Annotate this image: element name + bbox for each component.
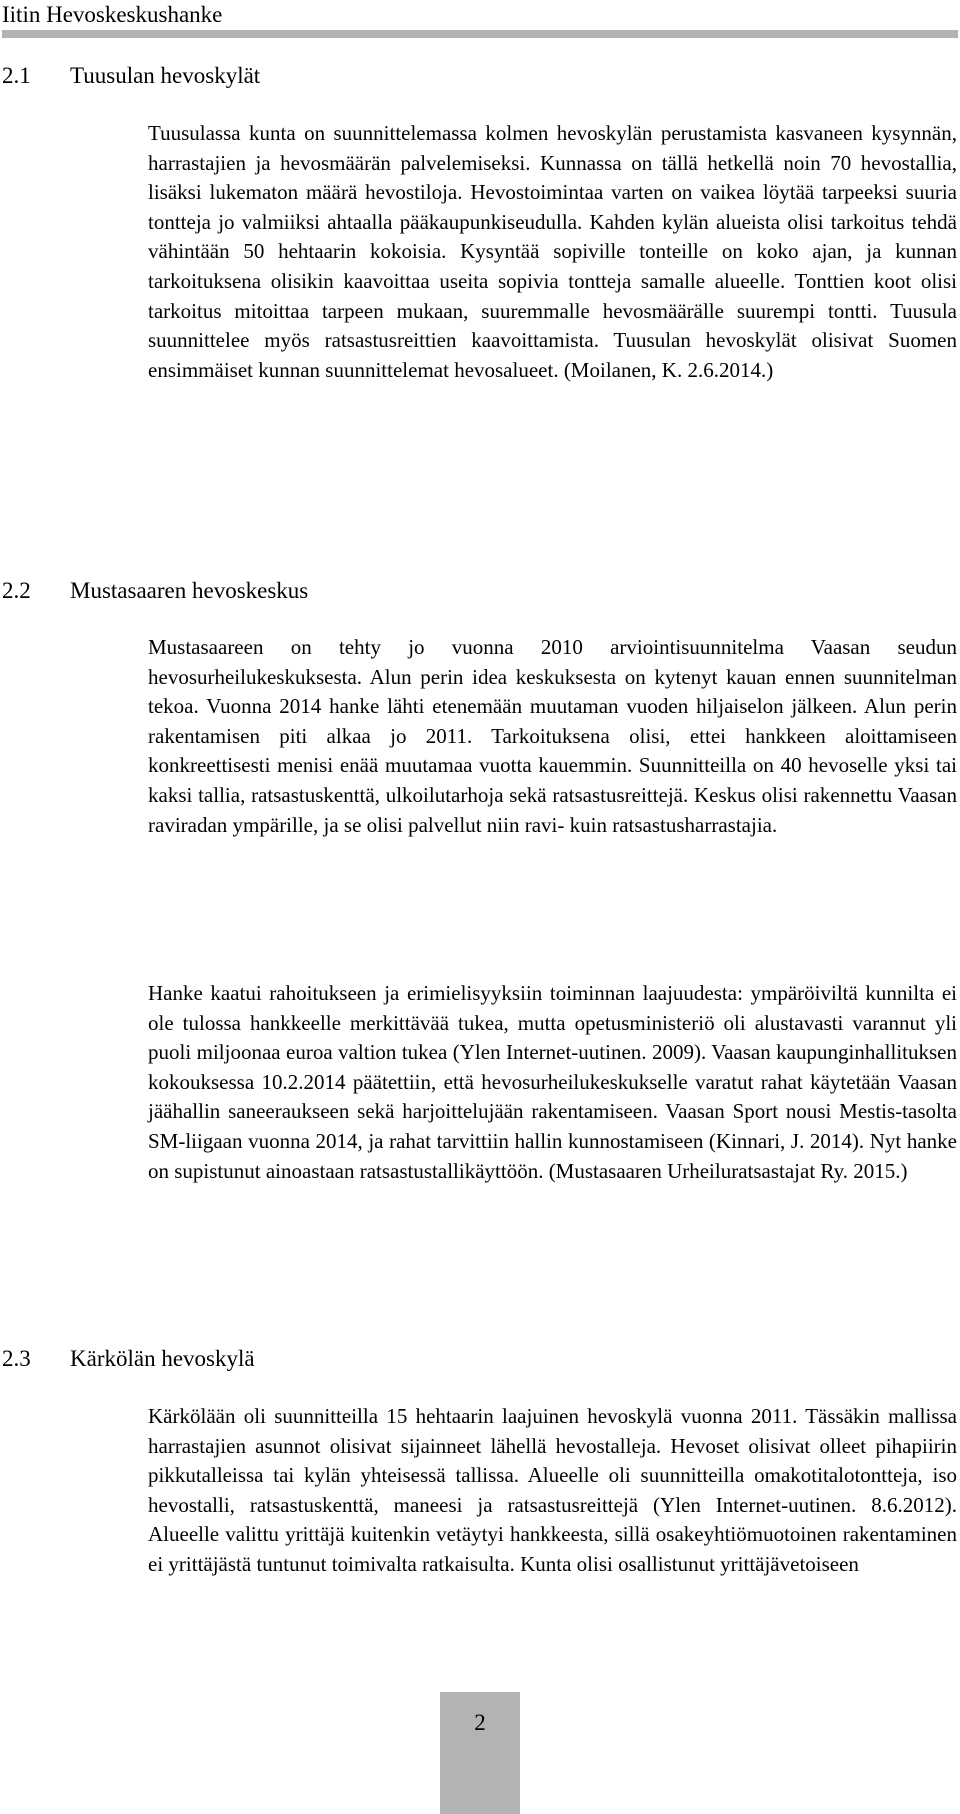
section-title: Kärkölän hevoskylä <box>70 1346 255 1371</box>
section-2-3-paragraph-1: Kärkölään oli suunnitteilla 15 hehtaarin laajuinen hevoskylä vuonna 2011. Tässäkin mallissa harrastajien asunnot olisivat sijainneet lähellä hevostalleja. Hevoset olisivat olleet pihapiirin pikkutalleissa tai kylän yhteisessä tallissa. Alueelle oli suunnitteilla omakotitalotontteja, iso hevostalli, ratsastuskenttä, maneesi ja ratsastusreittejä (Ylen Internet-uutinen. 8.6.2012). Alueelle valittu yrittäjä kuitenkin vetäytyi hankkeesta, sillä osakeyhtiömuotoinen rakentaminen ei yrittäjästä tuntunut toimivalta ratkaisulta. Kunta olisi osallistunut yrittäjävetoiseen <box>148 1404 957 1576</box>
section-number: 2.3 <box>2 1346 31 1371</box>
section-2-2-paragraph-1: Mustasaareen on tehty jo vuonna 2010 arviointisuunnitelma Vaasan seudun hevosurheilukeskuksesta. Alun perin idea keskuksesta on kytenyt kauan ennen suunnitelman tekoa. Vuonna 2014 hanke lähti etenemään muutaman vuoden hiljaiselon jälkeen. Alun perin rakentamisen piti alkaa jo 2011. Tarkoituksena olisi, ettei hankkeen aloittamiseen konkreettisesti menisi enää muutamaa vuotta kauemmin. Suunnitteilla on 40 hevoselle yksi tai kaksi tallia, ratsastuskenttä, ulkoilutarhoja sekä ratsastusreittejä. Keskus olisi rakennettu Vaasan raviradan ympärille, ja se olisi palvellut niin ravi- kuin ratsastusharrastajia. <box>148 635 957 837</box>
header-rule <box>2 30 958 38</box>
section-title: Mustasaaren hevoskeskus <box>70 578 309 603</box>
section-heading-2-1 <box>2 61 260 91</box>
page-number-box <box>440 1692 520 1814</box>
section-2-2-paragraph-2: Hanke kaatui rahoitukseen ja erimielisyyksiin toiminnan laajuudesta: ympäröiviltä kunnilta ei ole tulossa hankkeelle merkittävää tukea, mutta opetusministeriö oli alustavasti varannut yli puoli miljoonaa euroa valtion tukea (Ylen Internet-uutinen. 2009). Vaasan kaupunginhallituksen kokouksessa 10.2.2014 päätettiin, että hevosurheilukeskukselle varatut rahat käytetään Vaasan jäähallin saneeraukseen sekä harjoittelujään rakentamiseen. Vaasan Sport nousi Mestis-tasolta SM-liigaan vuonna 2014, ja rahat tarvittiin hallin kunnostamiseen (Kinnari, J. 2014). Nyt hanke on supistunut ainoastaan ratsastustallikäyttöön. (Mustasaaren Urheiluratsastajat Ry. 2015.) <box>148 981 957 1183</box>
running-header-title: Iitin Hevoskeskushanke <box>2 2 223 27</box>
section-heading-2-2 <box>2 576 308 606</box>
section-number: 2.2 <box>2 578 31 603</box>
page-number: 2 <box>474 1710 486 1735</box>
section-title: Tuusulan hevoskylät <box>70 63 261 88</box>
section-heading-2-3 <box>2 1344 255 1374</box>
section-number: 2.1 <box>2 63 31 88</box>
section-2-1-paragraph-1: Tuusulassa kunta on suunnittelemassa kolmen hevoskylän perustamista kasvaneen kysynnän, harrastajien ja hevosmäärän palvelemiseksi. Kunnassa on tällä hetkellä noin 70 hevostallia, lisäksi lukematon määrä hevostiloja. Hevostoimintaa varten on vaikea löytää tarpeeksi suuria tontteja jo valmiiksi ahtaalla pääkaupunkiseudulla. Kahden kylän alueista olisi tarkoitus tehdä vähintään 50 hehtaarin kokoisia. Kysyntää sopiville tonteille on koko ajan, ja kunnan tarkoituksena olisikin kaavoittaa useita sopivia tontteja samalle alueelle. Tonttien koot olisi tarkoitus mitoittaa tarpeen mukaan, suuremmalle hevosmäärälle suurempi tontti. Tuusula suunnittelee myös ratsastusreittien kaavoittamista. Tuusulan hevoskylät olisivat Suomen ensimmäiset kunnan suunnittelemat hevosalueet. (Moilanen, K. 2.6.2014.) <box>148 121 957 382</box>
